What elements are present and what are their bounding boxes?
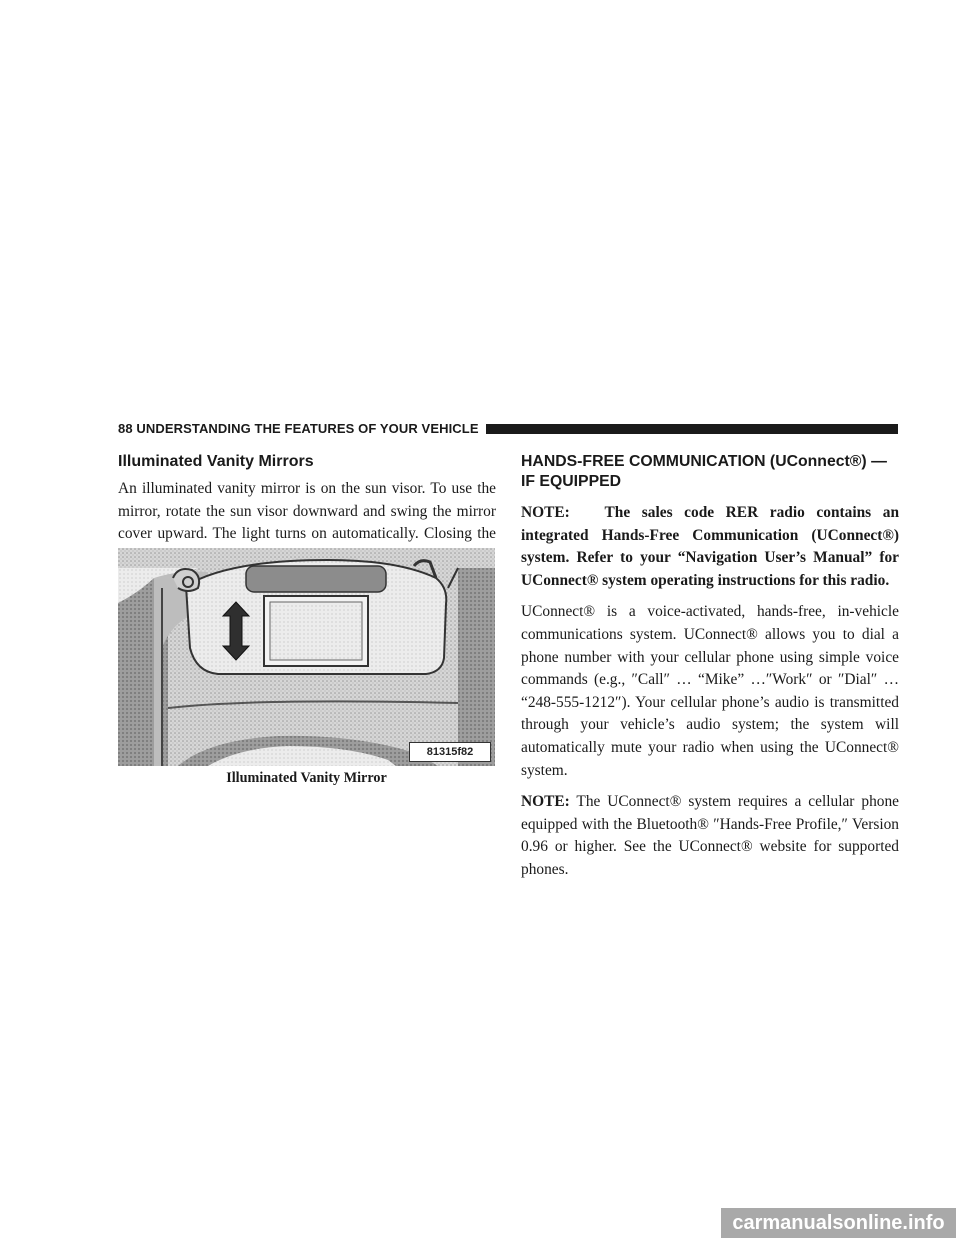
right-column: [521, 452, 899, 882]
section-heading-line-1: HANDS-FREE COMMUNICATION (UConnect®) —: [521, 453, 887, 470]
figure-code: 81315f82: [409, 742, 491, 762]
paragraph: UConnect® is a voice-activated, hands-free, in-vehicle communications system. UConnect® allows you to dial a phone number with your cellular phone using simple voice commands (e.g., ″Call″ … “Mike” …″Work″ or ″Dial″ … “248-555-1212″). Your cellular phone’s audio is transmitted through your vehicle’s audio system; the system will automatically mute your radio when using the UConnect® system.: [521, 603, 899, 779]
site-watermark: carmanualsonline.info: [721, 1208, 956, 1238]
paragraph: An illuminated vanity mirror is on the sun visor. To use the mirror, rotate the sun visor downward and swing the mirror cover upward. The light turns on automatically. Closing the: [118, 480, 496, 543]
section-heading: Illuminated Vanity Mirrors: [118, 453, 314, 470]
note-paragraph-1: [521, 502, 899, 592]
header-rule: [486, 424, 898, 434]
figure-caption: Illuminated Vanity Mirror: [226, 770, 387, 786]
note-label: NOTE:: [521, 504, 570, 521]
vanity-mirror-figure: [118, 548, 495, 766]
vanity-mirror-illustration: [118, 548, 495, 766]
note-text: The UConnect® system requires a cellular phone equipped with the Bluetooth® ″Hands-Free Profile,″ Version 0.96 or higher. See the UConnect® website for supported phones.: [521, 793, 899, 878]
note-paragraph-2: [521, 791, 899, 881]
page-header: [118, 420, 898, 436]
section-heading-line-2: IF EQUIPPED: [521, 473, 622, 490]
page-header-label: 88 UNDERSTANDING THE FEATURES OF YOUR VEHICLE: [118, 421, 479, 436]
note-text: The sales code RER radio contains an integrated Hands-Free Communication (UConnect®) system. Refer to your “Navigation User’s Manual” for UConnect® system operating instructions for this radio.: [521, 504, 900, 589]
note-label: NOTE:: [521, 793, 570, 811]
